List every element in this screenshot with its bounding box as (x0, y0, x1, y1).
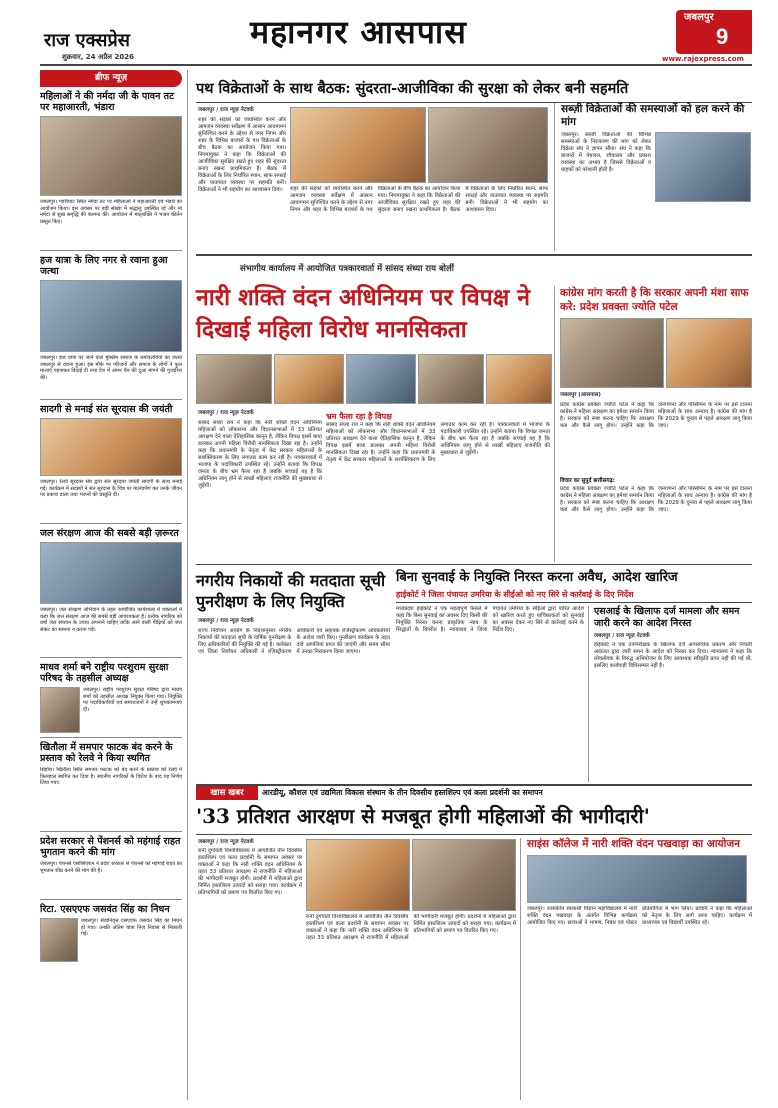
brief-item (40, 658, 182, 738)
brief-headline: रिटा. एसएएफ जसवंत सिंह का निधन (40, 904, 170, 916)
section-title: महानगर आसपास (250, 13, 467, 51)
masthead-rule (40, 64, 752, 66)
brief-headline: सादगी से मनाई संत सूरदास की जयंती (40, 404, 173, 416)
congress-body: प्रदेश कांग्रेस प्रवक्ता ज्योति पटेल ने कहा कि कांग्रेस ने महिला आरक्षण का हमेशा समर्थन किया है। सरकार को स्पष्ट करना चाहिए कि आरक्षण कब और कैसे लागू होगा। उन्होंने कहा कि जनगणना और परिसीमन के नाम पर इसे टालना महिलाओं के साथ अन्याय है। कांग्रेस की मांग है कि 2029 के चुनाव से पहले आरक्षण लागू किया जाए। (560, 402, 752, 429)
special-body-cont: रानी दुर्गावती विश्वविद्यालय में आयोजित तीन दिवसीय हस्तशिल्प एवं कला प्रदर्शनी के समापन अवसर पर वक्ताओं ने कहा कि नारी शक्ति वंदन अधिनियम के तहत 33 प्रतिशत आरक्षण से राजनीति में महिलाओं की भागीदारी मजबूत होगी। प्रदर्शनी में महिलाओं द्वारा निर्मित हस्तशिल्प उत्पादों को सराहा गया। कार्यक्रम में प्रतिभागियों को प्रमाण पत्र वितरित किए गए। (306, 914, 516, 941)
sp-headline: एसआई के खिलाफ दर्ज मामला और समन जारी करने का आदेश निरस्त (594, 606, 740, 629)
lead-photo-2 (274, 354, 344, 404)
brief-photo (40, 418, 182, 476)
brief-body: जबलपुर। पेंशनर्स एसोसिएशन ने प्रदेश सरकार से पेंशनर्स को महंगाई राहत का भुगतान शीघ्र करने की मांग की है। (40, 861, 182, 874)
brief-item (40, 251, 182, 400)
sp-box (588, 606, 752, 782)
city-name: जबलपुर (684, 12, 714, 23)
brief-body: जबलपुर। सेवानिवृत्त एसएएफ जसवंत सिंह का निधन हो गया। उनकी अंतिम यात्रा निज निवास से निकाली गई। (81, 918, 182, 938)
brief-portrait (40, 687, 80, 733)
top-story-photo-meeting (290, 107, 426, 183)
special-photo-2 (412, 839, 516, 911)
brief-photo (40, 542, 182, 604)
special-byline: जबलपुर / राज न्यूज़ नेटवर्क (198, 839, 254, 845)
congress-byline: जबलपुर (आसपास) (560, 392, 601, 398)
side-story-body: जबलपुर। सब्जी विक्रेताओं की विभिन्न समस्याओं के निराकरण की मांग को लेकर विक्रेता संघ ने ज्ञापन सौंपा। संघ ने कहा कि बाजारों में पेयजल, शौचालय और प्रकाश व्यवस्था का अभाव है जिससे विक्रेताओं व ग्राहकों को परेशानी होती है। (561, 132, 651, 173)
divider (196, 564, 752, 565)
special-label: खास खबर (196, 786, 258, 800)
paper-name: राज एक्सप्रेस (44, 30, 130, 51)
lead-kicker: संभागीय कार्यालय में आयोजित पत्रकारवार्ता में सांसद संध्या राय बोलीं (240, 264, 454, 274)
sp-body: हाईकोर्ट ने एक उपनिरीक्षक के खिलाफ दर्ज आपराधिक प्रकरण और निचली अदालत द्वारा जारी समन के आदेश को निरस्त कर दिया। न्यायालय ने कहा कि लोकसेवक के विरुद्ध अभियोजन के लिए आवश्यक स्वीकृति प्राप्त नहीं की गई थी, इसलिए कार्यवाही विधिसम्मत नहीं है। (594, 641, 752, 669)
brief-header: ब्रीफ न्यूज़ (40, 70, 182, 87)
brief-item (40, 524, 182, 658)
lead-photo-3 (346, 354, 416, 404)
brief-photo (40, 280, 182, 352)
brief-photo (40, 116, 182, 196)
lead-photo-1 (196, 354, 272, 404)
brief-body: जबलपुर। जल संरक्षण अभियान के तहत आयोजित कार्यशाला में वक्ताओं ने कहा कि जल संरक्षण आज की सबसे बड़ी आवश्यकता है। प्रत्येक नागरिक को वर्षा जल संचयन के उपाय अपनाने चाहिए ताकि आने वाली पीढ़ियों को जल संकट का सामना न करना पड़े। (40, 607, 182, 634)
brief-item (40, 87, 182, 251)
top-story-photo-vendors (428, 107, 548, 183)
special-body: रानी दुर्गावती विश्वविद्यालय में आयोजित तीन दिवसीय हस्तशिल्प एवं कला प्रदर्शनी के समापन अवसर पर वक्ताओं ने कहा कि नारी शक्ति वंदन अधिनियम के तहत 33 प्रतिशत आरक्षण से राजनीति में महिलाओं की भागीदारी मजबूत होगी। प्रदर्शनी में महिलाओं द्वारा निर्मित हस्तशिल्प उत्पादों को सराहा गया। कार्यक्रम में प्रतिभागियों को प्रमाण पत्र वितरित किए गए। (198, 848, 302, 896)
brief-portrait (40, 918, 78, 962)
congress-photo (560, 318, 664, 388)
divider (196, 254, 752, 256)
brief-body: जबलपुर। हज यात्रा पर जाने वाले मुस्लिम समाज के धर्मावलंबियों का जत्था जबलपुर से रवाना हुआ। इस मौके पर परिजनों और समाज के लोगों ने फूल मालाएं पहनाकर विदाई दी तथा देश में अमन चैन की दुआ मांगने की गुजारिश की। (40, 355, 182, 382)
top-story-byline: जबलपुर / राज न्यूज़ नेटवर्क (198, 107, 254, 113)
brief-headline: जल संरक्षण आज की सबसे बड़ी ज़रूरत (40, 528, 179, 540)
brief-headline: महिलाओं ने की नर्मदा जी के पावन तट पर महाआरती, भंडारा (40, 91, 174, 114)
page-number: 9 (716, 24, 729, 49)
lead-body-cont: सांसद संध्या राय ने कहा कि नारी शक्ति वंदन अधिनियम महिलाओं को लोकसभा और विधानसभाओं में 33 प्रतिशत आरक्षण देने वाला ऐतिहासिक कानून है, लेकिन विपक्ष इसमें बाधा डालकर अपनी महिला विरोधी मानसिकता दिखा रहा है। उन्होंने कहा कि प्रधानमंत्री के नेतृत्व में केंद्र सरकार महिलाओं के सशक्तिकरण के लिए लगातार काम कर रही है। पत्रकारवार्ता में भाजपा के पदाधिकारी उपस्थित रहे। उन्होंने बताया कि विपक्ष जनता के बीच भ्रम फैला रहा है जबकि सच्चाई यह है कि अधिनियम लागू होने से लाखों महिलाएं राजनीति की मुख्यधारा से जुड़ेंगी। (326, 422, 550, 463)
brief-headline: प्रदेश सरकार से पेंशनर्स को महंगाई राहत भुगतान करने की मांग (40, 836, 181, 859)
sp-byline: जबलपुर / राज न्यूज़ नेटवर्क (594, 633, 650, 639)
brief-column (40, 70, 188, 1100)
side-story-box (554, 103, 752, 251)
science-photo (527, 855, 747, 903)
brief-body: सिहोरा। खितौला स्थित समपार फाटक को बंद करने के प्रस्ताव को रेलवे ने फिलहाल स्थगित कर दिया है। स्थानीय नागरिकों के विरोध के बाद यह निर्णय लिया गया। (40, 767, 182, 787)
site-url[interactable]: www.rajexpress.com (662, 55, 744, 63)
lead-photo-4 (418, 354, 484, 404)
issue-date: शुक्रवार, 24 अप्रैल 2026 (62, 53, 134, 61)
court-kicker: हाईकोर्ट ने जिला पंचायत उमरिया के सीईओ को नए सिरे से कार्रवाई के दिए निर्देश (396, 590, 634, 599)
congress-headline: कांग्रेस मांग करती है कि सरकार अपनी मंशा साफ करे: प्रदेश प्रवक्ता ज्योति पटेल (560, 287, 749, 313)
brief-body: जबलपुर। ग्वारीघाट स्थित नर्मदा तट पर महिलाओं ने महाआरती एवं भंडारे का आयोजन किया। इस अवसर पर बड़ी संख्या में श्रद्धालु उपस्थित रहे और मां नर्मदा से सुख समृद्धि की कामना की। आयोजन में मातृशक्ति ने भजन कीर्तन प्रस्तुत किए। (40, 199, 182, 226)
brief-item (40, 738, 182, 832)
voters-byline: जबलपुर / राज न्यूज़ नेटवर्क (198, 618, 254, 624)
voters-body: राज्य निर्वाचन आयोग के निर्देशानुसार नगरीय निकायों की मतदाता सूची के वार्षिक पुनरीक्षण के लिए अधिकारियों की नियुक्ति की गई है। कलेक्टर एवं जिला निर्वाचन अधिकारी ने रजिस्ट्रीकरण अधिकारी एवं सहायक रजिस्ट्रीकरण अधिकारियों के आदेश जारी किए। पुनरीक्षण कार्यक्रम के तहत दावे आपत्तियां प्राप्त की जाएंगी और समय सीमा में उनका निराकरण किया जाएगा। (198, 628, 390, 655)
special-kicker: आरडीयू, कौशल एवं उद्यमिता विकास संस्थान के तीन दिवसीय हस्तशिल्प एवं कला प्रदर्शनी का समापन (262, 788, 543, 797)
top-story-body: शहर की सड़कों को व्यवस्थित करने और आमजन व्यवस्था सर्वेक्षण में आसान आवागमन सुनिश्चित करने के उद्देश्य से नगर निगम और शहर के विभिन्न बाजारों के पथ विक्रेताओं के बीच बैठक का आयोजन किया गया। निगमायुक्त ने कहा कि विक्रेताओं की आजीविका सुरक्षित रखते हुए शहर की सुंदरता बनाए रखना प्राथमिकता है। बैठक में विक्रेताओं के लिए निर्धारित स्थान, साफ सफाई और यातायात व्यवस्था पर सहमति बनी। विक्रेताओं ने भी सहयोग का आश्वासन दिया। (198, 117, 286, 193)
top-story-body-cont: शहर की सड़कों को व्यवस्थित करने और आमजन व्यवस्था सर्वेक्षण में आसान आवागमन सुनिश्चित करने के उद्देश्य से नगर निगम और शहर के विभिन्न बाजारों के पथ विक्रेताओं के बीच बैठक का आयोजन किया गया। निगमायुक्त ने कहा कि विक्रेताओं की आजीविका सुरक्षित रखते हुए शहर की सुंदरता बनाए रखना प्राथमिकता है। बैठक में विक्रेताओं के लिए निर्धारित स्थान, साफ सफाई और यातायात व्यवस्था पर सहमति बनी। विक्रेताओं ने भी सहयोग का आश्वासन दिया। (290, 186, 548, 213)
science-box (520, 838, 752, 1100)
court-headline: बिना सुनवाई के नियुक्ति निरस्त करना अवैध, आदेश खारिज (396, 570, 678, 585)
congress-subhead: विचार का सुपुर्द छत्तीसगढ़: (560, 478, 615, 484)
brief-item (40, 900, 182, 966)
brief-body: जबलपुर। रेलवे सूरदास संघ द्वारा संत सूरदास जयंती सादगी के साथ मनाई गई। कार्यक्रम में सदस्यों ने संत सूरदास के चित्र पर माल्यार्पण कर उनके जीवन पर प्रकाश डाला तथा भजनों की प्रस्तुति दी। (40, 479, 182, 499)
lead-body: सांसद संध्या राय ने कहा कि नारी शक्ति वंदन अधिनियम महिलाओं को लोकसभा और विधानसभाओं में 33 प्रतिशत आरक्षण देने वाला ऐतिहासिक कानून है, लेकिन विपक्ष इसमें बाधा डालकर अपनी महिला विरोधी मानसिकता दिखा रहा है। उन्होंने कहा कि प्रधानमंत्री के नेतृत्व में केंद्र सरकार महिलाओं के सशक्तिकरण के लिए लगातार काम कर रही है। पत्रकारवार्ता में भाजपा के पदाधिकारी उपस्थित रहे। उन्होंने बताया कि विपक्ष जनता के बीच भ्रम फैला रहा है जबकि सच्चाई यह है कि अधिनियम लागू होने से लाखों महिलाएं राजनीति की मुख्यधारा से जुड़ेंगी। (198, 420, 322, 489)
lead-photo-5 (486, 354, 552, 404)
lead-headline: नारी शक्ति वंदन अधिनियम पर विपक्ष ने दिखाई महिला विरोध मानसिकता (196, 284, 530, 343)
brief-headline: हज यात्रा के लिए नगर से रवाना हुआ जत्था (40, 255, 168, 278)
divider (396, 602, 752, 603)
brief-item (40, 832, 182, 900)
lead-byline: जबलपुर / राज न्यूज़ नेटवर्क (198, 410, 254, 416)
top-story-headline: पथ विक्रेताओं के साथ बैठक: सुंदरता-आजीविका की सुरक्षा को लेकर बनी सहमति (196, 80, 629, 97)
side-story-headline: सब्ज़ी विक्रेताओं की समस्याओं को हल करने की मांग (561, 103, 745, 128)
brief-headline: माधव शर्मा बने राष्ट्रीय परशुराम सुरक्षा परिषद के तहसील अध्यक्ष (40, 662, 169, 685)
science-headline: साइंस कॉलेज में नारी शक्ति वंदन पखवाड़ा का आयोजन (527, 838, 740, 850)
masthead (0, 0, 778, 68)
special-headline: '33 प्रतिशत आरक्षण से मजबूत होगी महिलाओं की भागीदारी' (196, 804, 650, 828)
science-body: जबलपुर। शासकीय स्वशासी विज्ञान महाविद्यालय में नारी शक्ति वंदन पखवाड़ा के अंतर्गत विभिन्न कार्यक्रम आयोजित किए गए। छात्राओं ने भाषण, निबंध एवं पोस्टर प्रतियोगिता में भाग लिया। प्राचार्य ने कहा कि महिलाओं को नेतृत्व के लिए आगे आना चाहिए। कार्यक्रम में प्राध्यापक एवं विद्यार्थी उपस्थित रहे। (527, 906, 752, 926)
brief-headline: खितौला में समपार फाटक बंद करने के प्रस्ताव को रेलवे ने किया स्थगित (40, 742, 173, 765)
congress-body-cont: प्रदेश कांग्रेस प्रवक्ता ज्योति पटेल ने कहा कि कांग्रेस ने महिला आरक्षण का हमेशा समर्थन किया है। सरकार को स्पष्ट करना चाहिए कि आरक्षण कब और कैसे लागू होगा। उन्होंने कहा कि जनगणना और परिसीमन के नाम पर इसे टालना महिलाओं के साथ अन्याय है। कांग्रेस की मांग है कि 2029 के चुनाव से पहले आरक्षण लागू किया जाए। (560, 486, 752, 513)
special-photo-1 (306, 839, 410, 911)
divider (196, 834, 752, 835)
congress-photo-2 (666, 318, 752, 388)
brief-item (40, 400, 182, 524)
lead-subhead: भ्रम फैला रहा है विपक्ष (326, 411, 392, 421)
voters-headline: नगरीय निकायों की मतदाता सूची पुनरीक्षण के लिए नियुक्ति (196, 571, 386, 611)
side-story-photo (655, 132, 751, 202)
court-body: मध्यप्रदेश हाईकोर्ट ने एक महत्वपूर्ण फैसले में कहा कि बिना सुनवाई का अवसर दिए किसी की नियुक्ति निरस्त करना प्राकृतिक न्याय के सिद्धांतों के विपरीत है। न्यायालय ने जिला पंचायत उमरिया के सीईओ द्वारा पारित आदेश को खारिज करते हुए याचिकाकर्ता को सुनवाई का अवसर देकर नए सिरे से कार्रवाई करने के निर्देश दिए। (396, 606, 584, 633)
brief-body: जबलपुर। राष्ट्रीय परशुराम सुरक्षा परिषद द्वारा माधव शर्मा को तहसील अध्यक्ष नियुक्त किया गया। नियुक्ति पर पदाधिकारियों एवं समाजजनों ने उन्हें शुभकामनाएं दीं। (83, 687, 182, 714)
